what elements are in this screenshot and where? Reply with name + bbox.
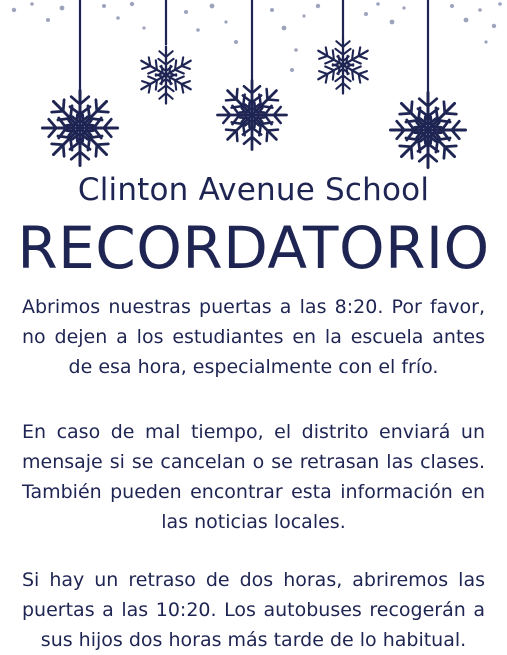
snowflake-icon [315,37,372,94]
snowflake-icon [138,47,195,104]
snowflake-icon [218,81,287,150]
paragraph-opening-time: Abrimos nuestras puertas a las 8:20. Por favor, no dejen a los estudiantes en la escuela antes de esa hora, especialmente con el frío. [22,296,485,378]
page-title: RECORDATORIO [17,214,490,282]
paragraph-two-hour-delay: Si hay un retraso de dos horas, abriremos las puertas a las 10:20. Los autobuses recogerán a sus hijos dos horas más tarde de lo habitual. [22,569,485,651]
school-name: Clinton Avenue School [77,172,430,208]
paragraph-bad-weather: En caso de mal tiempo, el distrito enviará un mensaje si se cancelan o se retrasan las clases. También pueden encontrar esta información en las noticias locales. [22,421,485,533]
snowflake-icon [43,91,118,166]
snowflake-icon [391,93,466,168]
snowflake-decoration [0,0,507,175]
